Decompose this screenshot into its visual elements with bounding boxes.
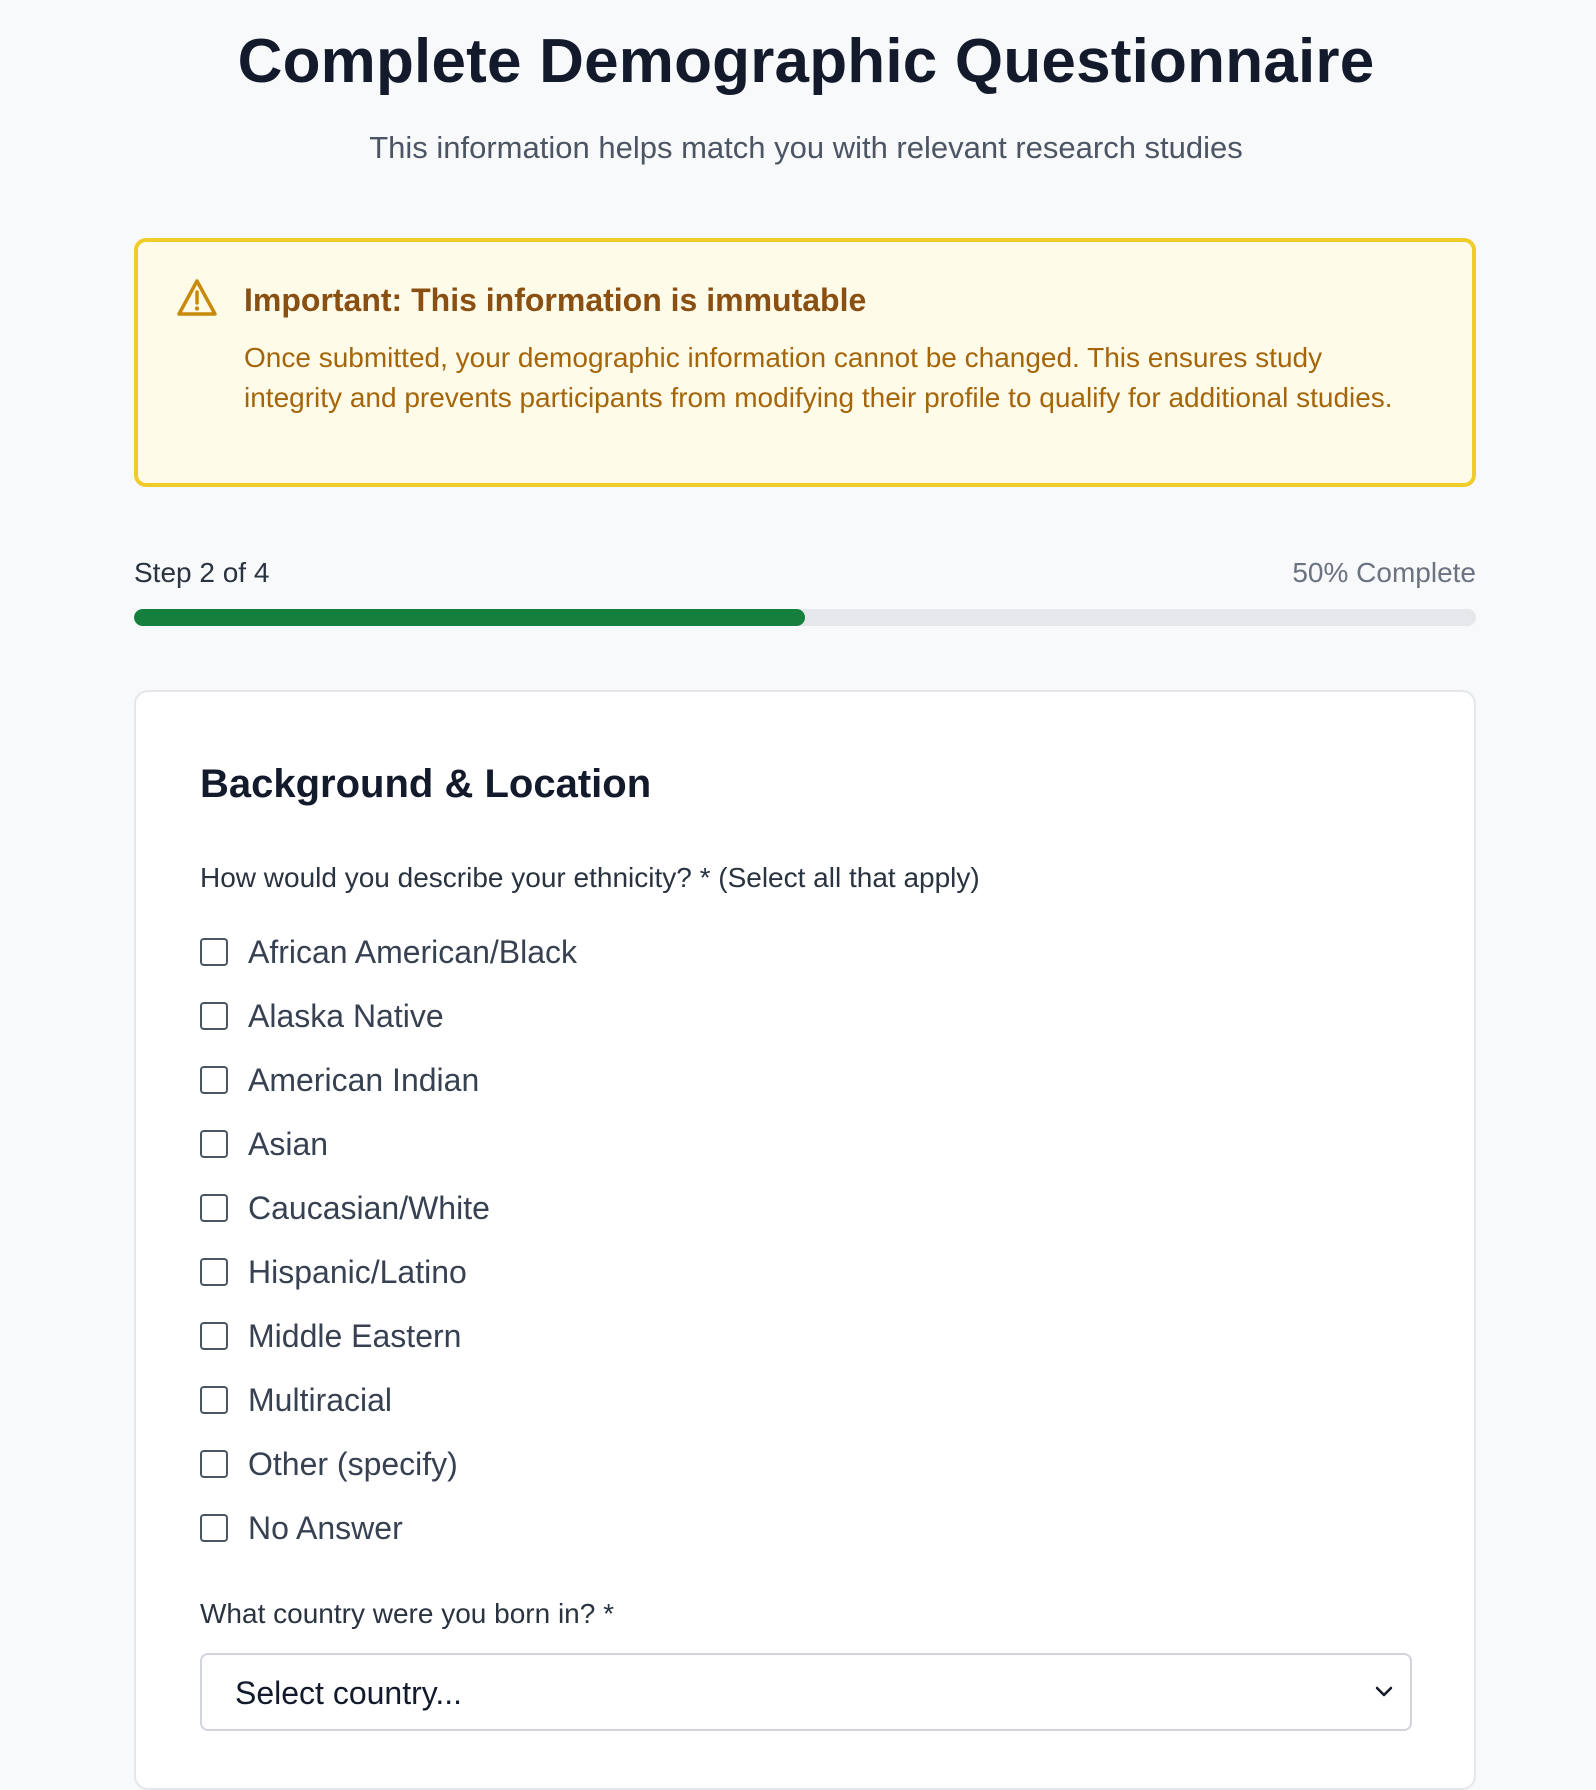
ethnicity-checkbox[interactable]: [200, 1194, 228, 1222]
chevron-down-icon: [1374, 1685, 1394, 1699]
ethnicity-checkbox[interactable]: [200, 1002, 228, 1030]
ethnicity-checkbox[interactable]: [200, 1450, 228, 1478]
ethnicity-checkbox[interactable]: [200, 1514, 228, 1542]
ethnicity-option-label: Other (specify): [248, 1445, 458, 1482]
ethnicity-option-label: Asian: [248, 1125, 329, 1162]
ethnicity-checkbox[interactable]: [200, 1386, 228, 1414]
ethnicity-option[interactable]: [200, 920, 577, 984]
progress-bar-fill: [134, 609, 805, 626]
ethnicity-option[interactable]: [200, 1368, 577, 1432]
ethnicity-option[interactable]: [200, 1112, 577, 1176]
warning-text: Once submitted, your demographic information cannot be changed. This ensures study integrity and prevents participants from modifying their profile to qualify for additional studies.: [244, 342, 1393, 413]
ethnicity-option[interactable]: [200, 1240, 577, 1304]
ethnicity-option-label: No Answer: [248, 1509, 403, 1546]
ethnicity-checkbox[interactable]: [200, 938, 228, 966]
ethnicity-checkbox[interactable]: [200, 1130, 228, 1158]
ethnicity-option[interactable]: [200, 1496, 577, 1560]
progress-bar: [134, 609, 1476, 626]
progress-percent-label: 50% Complete: [1292, 557, 1476, 588]
immutable-warning-banner: [134, 238, 1476, 487]
section-title: Background & Location: [200, 762, 652, 806]
ethnicity-option-label: Multiracial: [248, 1381, 393, 1418]
ethnicity-question-label: How would you describe your ethnicity? * (Select all that apply): [200, 862, 980, 893]
ethnicity-checkbox[interactable]: [200, 1322, 228, 1350]
ethnicity-option[interactable]: [200, 1432, 577, 1496]
ethnicity-option[interactable]: [200, 1176, 577, 1240]
ethnicity-option[interactable]: [200, 1304, 577, 1368]
ethnicity-options: [200, 920, 577, 1560]
page-title: Complete Demographic Questionnaire: [237, 27, 1375, 96]
page-subtitle: This information helps match you with relevant research studies: [369, 130, 1243, 165]
country-question-label: What country were you born in? *: [200, 1598, 614, 1629]
progress-step-label: Step 2 of 4: [134, 557, 270, 588]
warning-title: Important: This information is immutable: [244, 282, 867, 318]
ethnicity-checkbox[interactable]: [200, 1258, 228, 1286]
ethnicity-option-label: Hispanic/Latino: [248, 1253, 467, 1290]
ethnicity-checkbox[interactable]: [200, 1066, 228, 1094]
warning-triangle-icon: [176, 278, 218, 318]
ethnicity-option-label: Middle Eastern: [248, 1317, 462, 1354]
questionnaire-card: [134, 690, 1476, 1790]
country-select[interactable]: [200, 1653, 1412, 1731]
ethnicity-option-label: African American/Black: [248, 933, 578, 970]
ethnicity-option-label: Caucasian/White: [248, 1189, 490, 1226]
ethnicity-option-label: Alaska Native: [248, 997, 444, 1034]
ethnicity-option-label: American Indian: [248, 1061, 480, 1098]
ethnicity-option[interactable]: [200, 1048, 577, 1112]
ethnicity-option[interactable]: [200, 984, 577, 1048]
country-select-value: Select country...: [235, 1675, 463, 1711]
